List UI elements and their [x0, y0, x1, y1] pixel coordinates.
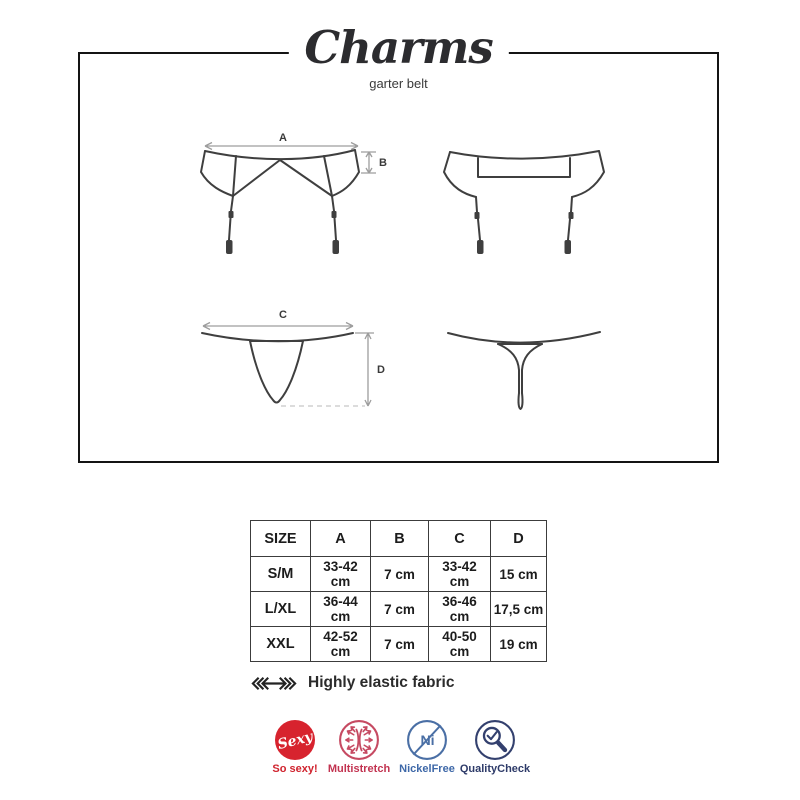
dimension-a-label: A — [279, 132, 287, 144]
size-table — [250, 520, 547, 662]
diagram-frame — [78, 21, 719, 463]
garter-belt-back-diagram — [438, 132, 618, 272]
table-row — [251, 592, 547, 627]
brand-header — [288, 23, 508, 91]
dimension-d-label: D — [377, 364, 385, 376]
cell-value: 40-50 cm — [429, 627, 491, 662]
table-row — [251, 557, 547, 592]
garter-belt-front-diagram — [195, 132, 390, 272]
cell-value: 33-42 cm — [429, 557, 491, 592]
column-header-d: D — [491, 521, 547, 557]
elastic-stretch-arrow-icon — [250, 675, 298, 692]
svg-text:Sexy: Sexy — [276, 728, 315, 754]
brand-logo: Charms — [304, 21, 493, 74]
cell-value: 7 cm — [371, 557, 429, 592]
cell-value: 36-44 cm — [311, 592, 371, 627]
dimension-c-arrow — [203, 323, 353, 330]
size-label: XXL — [251, 627, 311, 662]
badge-label: QualityCheck — [459, 763, 531, 775]
svg-text:Ni: Ni — [420, 733, 435, 750]
multistretch-icon — [338, 719, 380, 761]
cell-value: 42-52 cm — [311, 627, 371, 662]
badge-label: Multistretch — [327, 763, 391, 775]
cell-value: 15 cm — [491, 557, 547, 592]
badge-label: NickelFree — [399, 763, 455, 775]
fabric-note-label: Highly elastic fabric — [308, 674, 455, 691]
dimension-d-arrow — [365, 333, 371, 406]
column-header-b: B — [371, 521, 429, 557]
size-label: S/M — [251, 557, 311, 592]
cell-value: 36-46 cm — [429, 592, 491, 627]
magnifier-check-icon — [474, 719, 516, 761]
column-header-c: C — [429, 521, 491, 557]
column-header-size: SIZE — [251, 521, 311, 557]
dimension-b-arrow — [366, 152, 372, 173]
fabric-note — [250, 674, 454, 692]
table-row — [251, 627, 547, 662]
column-header-a: A — [311, 521, 371, 557]
sexy-script-icon — [274, 719, 316, 761]
cell-value: 19 cm — [491, 627, 547, 662]
dimension-c-label: C — [279, 309, 287, 321]
nickel-crossed-icon — [406, 719, 448, 761]
cell-value: 7 cm — [371, 592, 429, 627]
quality-check-badge — [449, 719, 541, 775]
cell-value: 33-42 cm — [311, 557, 371, 592]
size-table-header-row — [251, 521, 547, 557]
dimension-b-label: B — [379, 157, 387, 169]
cell-value: 7 cm — [371, 627, 429, 662]
size-label: L/XL — [251, 592, 311, 627]
badge-label: So sexy! — [272, 763, 318, 775]
product-subtitle: garter belt — [369, 76, 428, 91]
cell-value: 17,5 cm — [491, 592, 547, 627]
thong-back-diagram — [438, 300, 618, 434]
thong-front-diagram — [195, 300, 390, 434]
